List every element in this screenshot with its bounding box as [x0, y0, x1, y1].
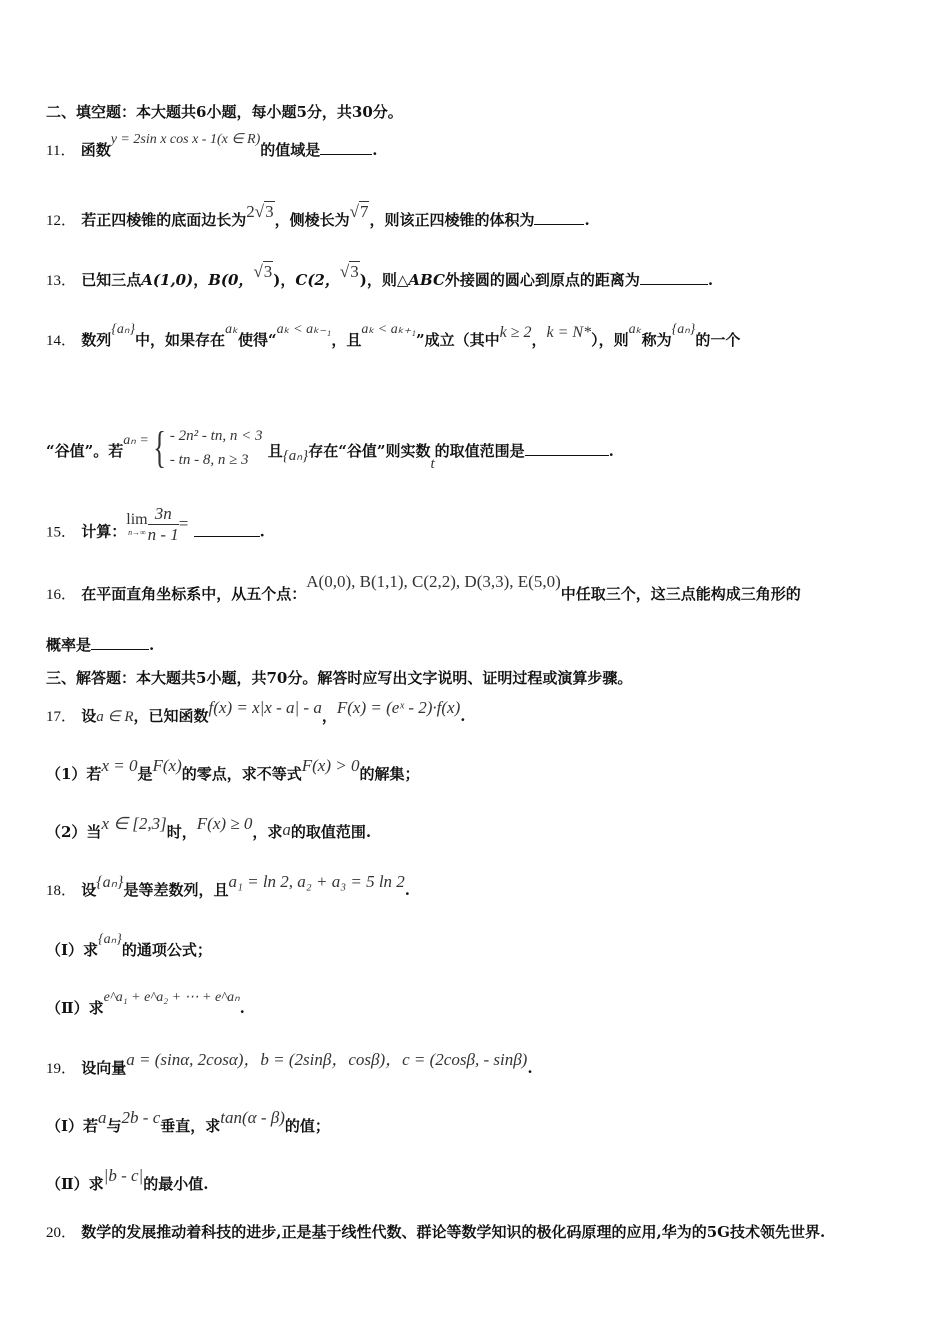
math-a: a: [282, 820, 291, 839]
question-number: 12．: [46, 213, 77, 229]
math-k-set: k = N*: [546, 324, 592, 341]
question-18-part-1: （Ⅰ）求{aₙ}的通项公式；: [46, 932, 212, 959]
math-variable-t: t: [430, 456, 435, 472]
math-abs-b-minus-c: |b - c|: [103, 1166, 144, 1185]
question-14-line-2: “谷值”。若aₙ ={ - 2n² - tn, n < 3 - tn - 8, n ≥ 3 且{aₙ}存在“谷值”则实数t的取值范围是 .: [46, 423, 614, 472]
math-sequence: {aₙ}: [671, 322, 696, 337]
math-F-nonneg: F(x) ≥ 0: [196, 814, 253, 833]
math-sequence: {aₙ}: [96, 874, 124, 891]
question-15: 15． 计算：lim n→∞ $\frac{3n}{n - 1}$ = .: [46, 504, 265, 544]
math-F-x: F(x): [152, 756, 182, 775]
answer-blank: [640, 270, 708, 285]
math-lateral-edge: √7: [349, 202, 369, 221]
math-2b-minus-c: 2b - c: [121, 1108, 161, 1127]
question-12: 12． 若正四棱锥的底面边长为2√3，侧棱长为√7，则该正四棱锥的体积为 .: [46, 202, 590, 229]
question-14: 14． 数列{aₙ}中，如果存在aₖ使得“aₖ < aₖ₋₁，且aₖ < aₖ₊₁”成立（其中k ≥ 2，k = N*），则aₖ称为{aₙ}的一个: [46, 322, 741, 349]
question-number: 15．: [46, 524, 77, 541]
point-b: B(0，: [208, 271, 254, 289]
answer-blank: [534, 210, 584, 225]
question-19: 19． 设向量a = (sinα, 2cosα)，b = (2sinβ，cosβ)，c = (2cosβ, - sinβ).: [46, 1050, 533, 1077]
question-17: 17． 设a ∈ R，已知函数f(x) = x|x - a| - a，F(x) = (eˣ - 2)·f(x).: [46, 698, 466, 725]
question-18-part-2: （Ⅱ）求e^a₁ + e^a₂ + ⋯ + e^aₙ.: [46, 990, 245, 1017]
question-17-part-2: （2）当x ∈ [2,3]时，F(x) ≥ 0，求a的取值范围.: [46, 814, 372, 841]
question-11: 11． 函数y = 2sin x cos x - 1(x ∈ R)的值域是 .: [46, 132, 378, 159]
math-five-points: A(0,0), B(1,1), C(2,2), D(3,3), E(5,0): [306, 572, 561, 591]
math-fraction: $\frac{3n}{n - 1}$: [147, 504, 179, 544]
question-number: 13．: [46, 273, 77, 289]
math-exp-sum: e^a₁ + e^a₂ + ⋯ + e^aₙ: [103, 990, 240, 1005]
math-an-def: aₙ =: [123, 433, 149, 448]
point-a: A(1,0): [141, 271, 194, 289]
math-function-expression: y = 2sin x cos x - 1(x ∈ R): [110, 132, 261, 147]
question-13: 13． 已知三点A(1,0)，B(0，√3)，C(2，√3)，则△ABC外接圆的圆心到原点的距离为 .: [46, 262, 714, 289]
math-equals: =: [178, 513, 189, 533]
question-20: 20． 数学的发展推动着科技的进步,正是基于线性代数、群论等数学知识的极化码原理的应用,华为的5G技术领先世界.: [46, 1223, 826, 1241]
math-a-in-r: a ∈ R: [96, 709, 134, 725]
math-term: aₖ: [225, 322, 239, 337]
math-f-def: f(x) = x|x - a| - a: [208, 698, 322, 717]
math-sequence: {aₙ}: [282, 448, 309, 464]
math-x-zero: x = 0: [101, 756, 138, 775]
answer-blank: [91, 635, 149, 650]
math-term: aₖ: [628, 322, 642, 337]
section-3-title: 三、解答题：本大题共5小题，共70分。解答时应写出文字说明、证明过程或演算步骤。: [46, 669, 633, 687]
math-sequence: {aₙ}: [111, 322, 136, 337]
question-number: 11．: [46, 143, 76, 159]
point-c: C(2，: [295, 271, 340, 289]
math-sqrt-3: √3: [253, 262, 273, 281]
math-x-interval: x ∈ [2,3]: [101, 814, 167, 833]
question-19-part-1: （Ⅰ）若a与2b - c垂直，求tan(α - β)的值；: [46, 1108, 330, 1135]
triangle-name: ABC: [408, 271, 445, 289]
question-number: 20．: [46, 1225, 77, 1241]
question-17-part-1: （1）若x = 0是F(x)的零点，求不等式F(x) > 0的解集；: [46, 756, 420, 783]
question-16: 16． 在平面直角坐标系中，从五个点：A(0,0), B(1,1), C(2,2), D(3,3), E(5,0)中任取三个，这三点能构成三角形的: [46, 572, 801, 603]
question-number: 18．: [46, 883, 77, 899]
math-limit: lim n→∞: [126, 510, 148, 537]
math-condition-2: aₖ < aₖ₊₁: [361, 322, 416, 337]
answer-blank: [320, 140, 372, 155]
question-18: 18． 设{aₙ}是等差数列，且a₁ = ln 2, a₂ + a₃ = 5 ln 2.: [46, 872, 411, 899]
question-number: 17．: [46, 709, 77, 725]
math-sequence: {aₙ}: [98, 932, 122, 947]
question-19-part-2: （Ⅱ）求|b - c|的最小值.: [46, 1166, 209, 1193]
math-inequality: F(x) > 0: [301, 756, 360, 775]
answer-blank: [525, 441, 609, 456]
math-sqrt-3: √3: [339, 262, 359, 281]
piecewise-function: { - 2n² - tn, n < 3 - tn - 8, n ≥ 3: [153, 423, 263, 472]
section-2-title: 二、填空题：本大题共6小题，每小题5分，共30分。: [46, 103, 403, 121]
question-number: 19．: [46, 1061, 77, 1077]
question-number: 14．: [46, 333, 77, 349]
math-F-def: F(x) = (eˣ - 2)·f(x): [336, 698, 461, 717]
math-k-range: k ≥ 2: [499, 324, 532, 341]
math-given-conditions: a₁ = ln 2, a₂ + a₃ = 5 ln 2: [228, 872, 405, 891]
answer-blank: [194, 522, 260, 537]
math-tan-expression: tan(α - β): [220, 1108, 285, 1127]
math-condition-1: aₖ < aₖ₋₁: [276, 322, 332, 337]
math-vectors: a = (sinα, 2cosα)，b = (2sinβ，cosβ)，c = (2cosβ, - sinβ): [126, 1050, 528, 1069]
math-vector-a: a: [98, 1108, 107, 1127]
math-base-edge: 2√3: [246, 202, 274, 221]
question-16-line-2: 概率是 .: [46, 636, 155, 654]
question-number: 16．: [46, 587, 77, 603]
